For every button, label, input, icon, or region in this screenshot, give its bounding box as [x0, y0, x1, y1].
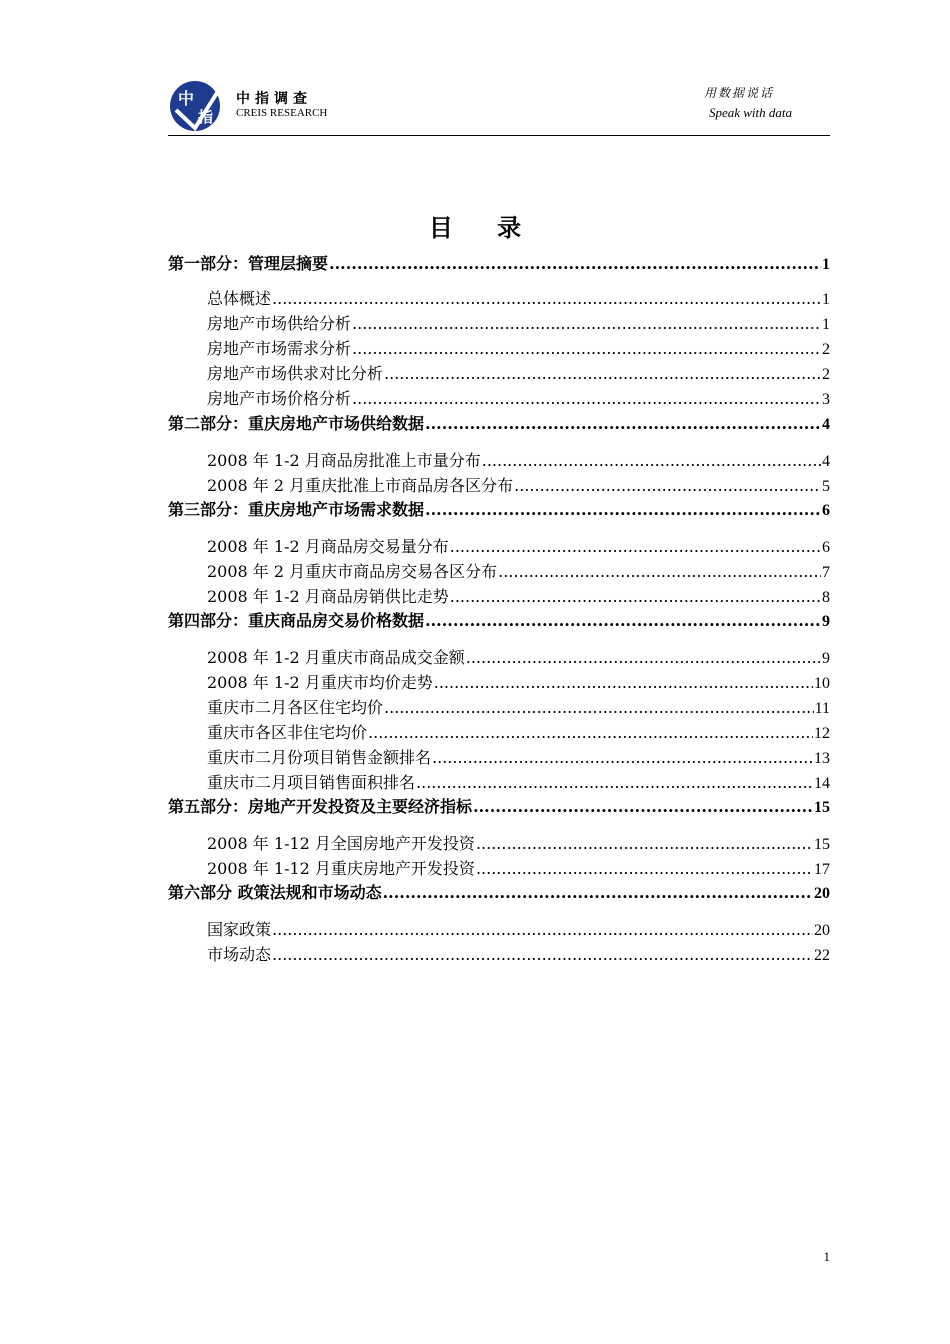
toc-label: 第六部分 政策法规和市场动态	[168, 883, 382, 902]
toc-page: 13	[814, 750, 830, 767]
toc-item[interactable]	[207, 745, 830, 767]
toc-leader	[473, 797, 813, 816]
toc-part-1[interactable]	[168, 251, 830, 273]
toc-title: 目 录	[428, 213, 540, 242]
toc-label: 房地产市场供给分析	[207, 314, 352, 333]
toc-leader	[476, 834, 813, 853]
brand-name-cn: 中指调查	[236, 91, 312, 107]
toc-leader	[384, 698, 814, 717]
toc-label: 2008 年 1-12 月重庆房地产开发投资	[207, 859, 475, 878]
logo-char-bottom: 指	[198, 108, 214, 126]
toc-item[interactable]	[207, 695, 830, 717]
logo-char-top: 中	[178, 89, 195, 108]
toc-item[interactable]	[207, 534, 830, 556]
page-header	[168, 78, 830, 136]
toc-leader	[514, 476, 821, 495]
toc-leader	[434, 673, 813, 692]
toc-leader	[450, 537, 821, 556]
toc-label: 2008 年 1-2 月商品房销供比走势	[207, 587, 449, 606]
toc-item[interactable]	[207, 584, 830, 606]
toc-page: 15	[814, 836, 830, 853]
toc-page: 9	[822, 613, 830, 630]
toc-item[interactable]	[207, 336, 830, 358]
toc-item[interactable]	[207, 645, 830, 667]
toc-label: 房地产市场需求分析	[207, 339, 352, 358]
toc-page: 1	[822, 316, 830, 333]
page-number: 1	[823, 1249, 830, 1264]
toc-part-2[interactable]	[168, 411, 830, 433]
toc-item[interactable]	[207, 942, 830, 964]
toc-label: 第一部分：管理层摘要	[168, 254, 329, 273]
toc-leader	[476, 859, 813, 878]
toc-part-5[interactable]	[168, 794, 830, 816]
toc-label: 2008 年 1-12 月全国房地产开发投资	[207, 834, 475, 853]
toc-item[interactable]	[207, 448, 830, 470]
toc-leader	[352, 389, 821, 408]
toc-page: 22	[814, 947, 830, 964]
toc-label: 重庆市二月项目销售面积排名	[207, 773, 416, 792]
header-divider	[168, 135, 830, 136]
creis-logo-icon	[168, 80, 226, 132]
toc-label: 重庆市各区非住宅均价	[207, 723, 368, 742]
toc-page: 1	[822, 256, 830, 273]
toc-item[interactable]	[207, 917, 830, 939]
toc-label: 第二部分：重庆房地产市场供给数据	[168, 414, 425, 433]
toc-label: 重庆市二月份项目销售金额排名	[207, 748, 432, 767]
toc-item[interactable]	[207, 670, 830, 692]
toc-page: 10	[814, 675, 830, 692]
toc-label: 第三部分：重庆房地产市场需求数据	[168, 500, 425, 519]
toc-label: 国家政策	[207, 920, 272, 939]
toc-page: 4	[822, 416, 830, 433]
toc-leader	[329, 254, 821, 273]
toc-page: 3	[822, 391, 830, 408]
toc-item[interactable]	[207, 473, 830, 495]
toc-item[interactable]	[207, 770, 830, 792]
toc-page: 17	[814, 861, 830, 878]
toc-item[interactable]	[207, 286, 830, 308]
toc-label: 市场动态	[207, 945, 272, 964]
toc-leader	[432, 748, 813, 767]
toc-page: 12	[814, 725, 830, 742]
toc-label: 2008 年 1-2 月重庆市商品成交金额	[207, 648, 465, 667]
toc-label: 2008 年 1-2 月商品房批准上市量分布	[207, 451, 481, 470]
toc-item[interactable]	[207, 361, 830, 383]
toc-leader	[272, 920, 813, 939]
toc-part-6[interactable]	[168, 880, 830, 902]
toc-page: 14	[814, 775, 830, 792]
brand-name-en: CREIS RESEARCH	[236, 107, 328, 119]
toc-page: 8	[822, 589, 830, 606]
toc-leader	[425, 414, 821, 433]
toc-part-3[interactable]	[168, 497, 830, 519]
toc-leader	[352, 314, 821, 333]
toc-label: 房地产市场供求对比分析	[207, 364, 384, 383]
toc-leader	[416, 773, 813, 792]
toc-label: 房地产市场价格分析	[207, 389, 352, 408]
toc-page: 7	[822, 564, 830, 581]
toc-label: 第五部分：房地产开发投资及主要经济指标	[168, 797, 473, 816]
toc-leader	[425, 500, 821, 519]
toc-label: 2008 年 1-2 月商品房交易量分布	[207, 537, 449, 556]
toc-item[interactable]	[207, 856, 830, 878]
toc-page: 1	[822, 291, 830, 308]
toc-leader	[498, 562, 821, 581]
toc-item[interactable]	[207, 559, 830, 581]
toc-label: 第四部分：重庆商品房交易价格数据	[168, 611, 425, 630]
slogan-en: Speak with data	[708, 105, 792, 120]
toc-leader	[450, 587, 821, 606]
toc-item[interactable]	[207, 720, 830, 742]
toc-page: 11	[814, 700, 830, 717]
toc-page: 4	[822, 453, 830, 470]
toc-part-4[interactable]	[168, 608, 830, 630]
toc-page: 2	[822, 341, 830, 358]
toc-page: 20	[814, 885, 830, 902]
toc-leader	[466, 648, 821, 667]
toc-leader	[368, 723, 813, 742]
toc-page: 20	[814, 922, 830, 939]
toc-label: 重庆市二月各区住宅均价	[207, 698, 384, 717]
toc-leader	[383, 883, 813, 902]
toc-label: 2008 年 2 月重庆市商品房交易各区分布	[207, 562, 498, 581]
toc-leader	[482, 451, 821, 470]
toc-label: 2008 年 1-2 月重庆市均价走势	[207, 673, 433, 692]
toc-page: 15	[814, 799, 830, 816]
toc-page: 5	[822, 478, 830, 495]
slogan-cn: 用数据说话	[703, 86, 774, 100]
toc-leader	[352, 339, 821, 358]
toc-item[interactable]	[207, 831, 830, 853]
toc-label: 总体概述	[207, 289, 272, 308]
toc-item[interactable]	[207, 311, 830, 333]
toc-label: 2008 年 2 月重庆批准上市商品房各区分布	[207, 476, 514, 495]
toc-page: 2	[822, 366, 830, 383]
toc-item[interactable]	[207, 386, 830, 408]
toc-page: 9	[822, 650, 830, 667]
toc-leader	[425, 611, 821, 630]
toc-leader	[272, 945, 813, 964]
toc-page: 6	[822, 502, 830, 519]
toc-leader	[384, 364, 821, 383]
toc-leader	[272, 289, 821, 308]
toc-page: 6	[822, 539, 830, 556]
